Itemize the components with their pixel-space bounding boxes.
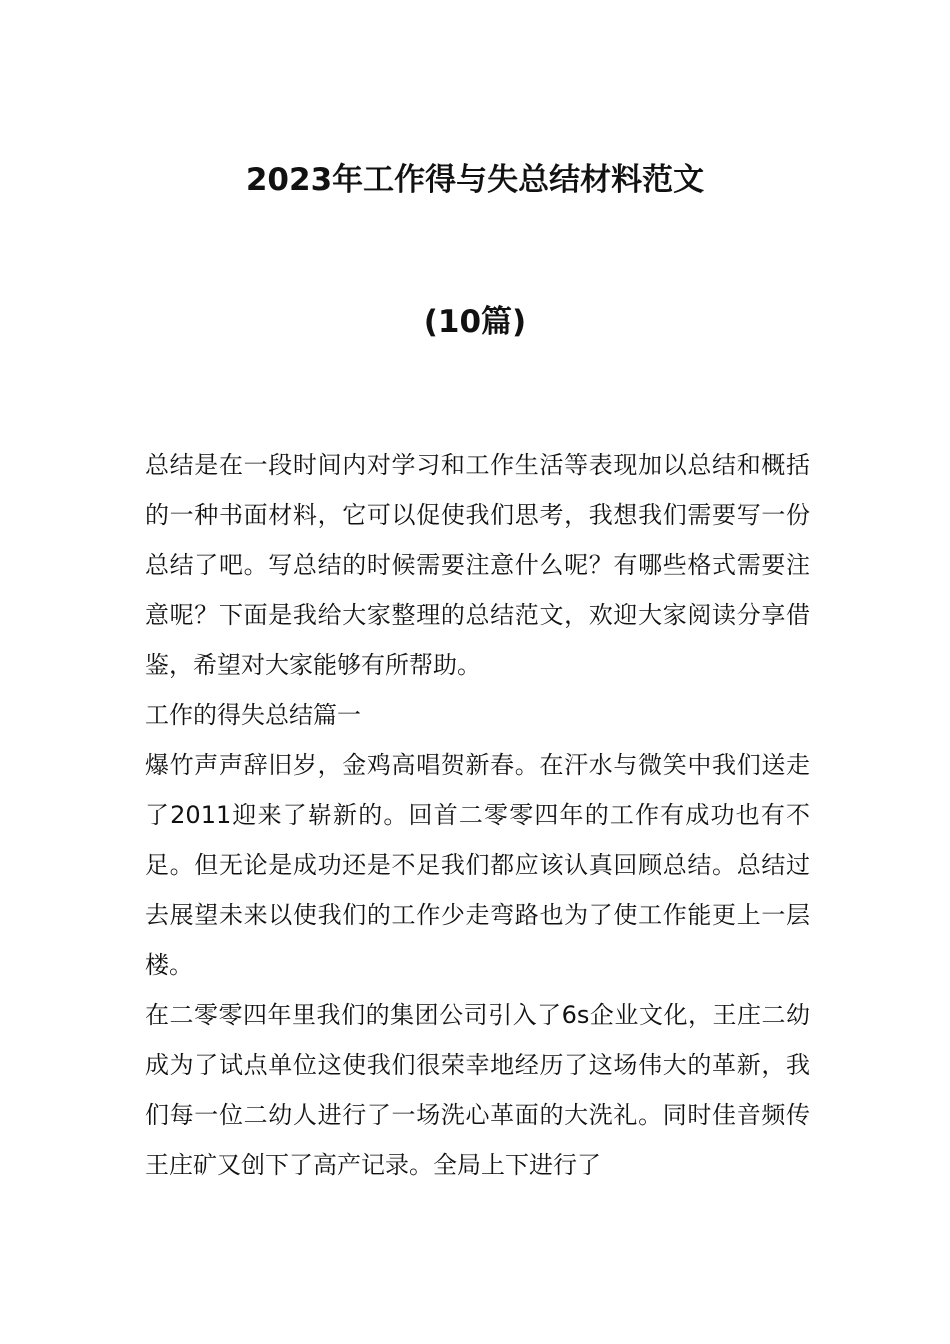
body-paragraph: 爆竹声声辞旧岁，金鸡高唱贺新春。在汗水与微笑中我们送走了2011迎来了崭新的。回首二零零四年的工作有成功也有不足。但无论是成功还是不足我们都应该认真回顾总结。总结过去展望未来以使我们的工作少走弯路也为了使工作能更上一层楼。 [145,751,810,979]
section-heading: 工作的得失总结篇一 [145,701,361,729]
body-paragraph: 在二零零四年里我们的集团公司引入了6s企业文化，王庄二幼成为了试点单位这使我们很荣幸地经历了这场伟大的革新，我们每一位二幼人进行了一场洗心革面的大洗礼。同时佳音频传王庄矿又创下了高产记录。全局上下进行了 [145,1001,810,1179]
document-title: 2023年工作得与失总结材料范文 [245,162,705,198]
document-subtitle: (10篇) [423,304,527,340]
intro-paragraph: 总结是在一段时间内对学习和工作生活等表现加以总结和概括的一种书面材料，它可以促使我们思考，我想我们需要写一份总结了吧。写总结的时候需要注意什么呢？有哪些格式需要注意呢？下面是我给大家整理的总结范文，欢迎大家阅读分享借鉴，希望对大家能够有所帮助。 [145,451,810,679]
document-body [145,440,810,1190]
